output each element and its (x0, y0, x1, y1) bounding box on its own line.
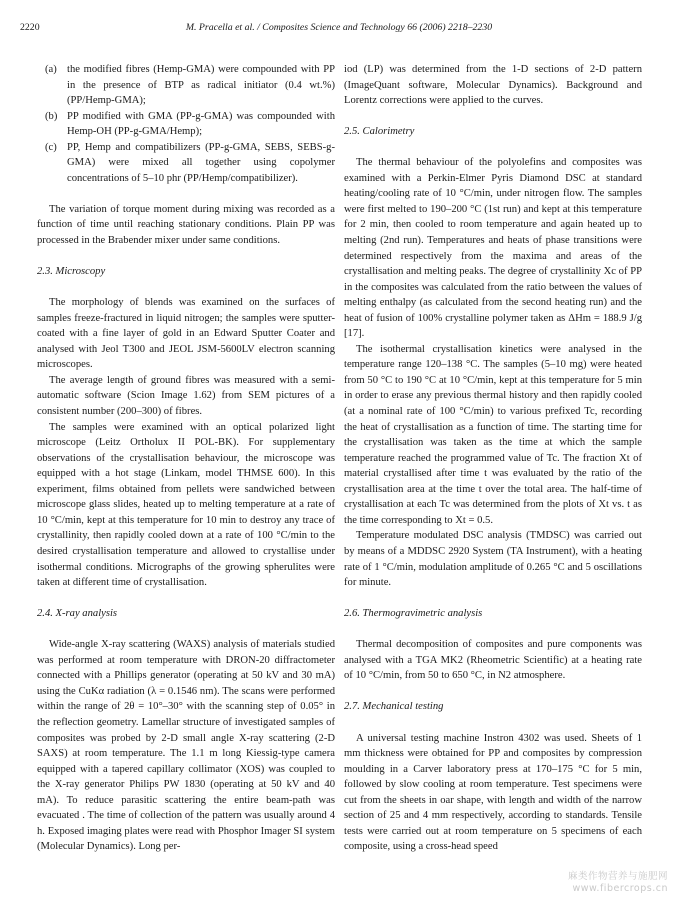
watermark-line-1: 麻类作物营养与施肥网 (567, 871, 668, 882)
list-item (37, 62, 335, 109)
paragraph-torque: The variation of torque moment during mixing was recorded as a function of time until reaching stationary conditions. Plain PP was processed in the Brabender mixer under same conditions. (37, 203, 335, 247)
section-heading-xray: 2.4. X-ray analysis (37, 608, 118, 620)
paragraph-calorimetry-1: The thermal behaviour of the polyolefins and composites was examined with a Perkin-Elmer Pyris Diamond DSC at standard heating/cooling rate of 10 °C/min, under nitrogen flow. The samples were first melted to 190–200 °C (1st run) and kept at this temperature for 2 min, then cooled to room temperature and again heated up to melting (2nd run). Temperatures and heats of phase transitions were determined respectively from the maxima and areas of the crystallisation and melting peaks. The degree of crystallinity Xc of PP in the composites was calculated from the ratio between the values of melting enthalpy (as calculated from the second heating run) and the heat of fusion of 100% crystalline polymer taken as ΔHm = 188.9 J/g [17]. (344, 157, 642, 340)
paragraph-calorimetry-3: Temperature modulated DSC analysis (TMDSC) was carried out by means of a MDDSC 2920 System (TA Instrument), with a heating rate of 1 °C/min, modulation amplitude of 0.265 °C and 5 oscillations for minute. (344, 530, 642, 589)
section-heading-microscopy: 2.3. Microscopy (37, 266, 106, 278)
right-column (344, 62, 642, 855)
paragraph-microscopy-1: The morphology of blends was examined on the surfaces of samples freeze-fractured in liquid nitrogen; the samples were sputter-coated with a fine layer of gold in an Edward Sputter Coater and analysed with Jeol T300 and JEOL JSM-5600LV electron scanning microscopes. (37, 297, 335, 371)
left-column (37, 62, 335, 855)
list-text: PP modified with GMA (PP-g-GMA) was compounded with Hemp-OH (PP-g-GMA/Hemp); (67, 110, 335, 138)
journal-citation: M. Pracella et al. / Composites Science and Technology 66 (2006) 2218–2230 (185, 22, 493, 33)
paragraph-xray: Wide-angle X-ray scattering (WAXS) analysis of materials studied was performed at room temperature with DRON-20 diffractometer connected with a Phillips generator (operating at 50 kV and 30 mA) using the CuKα radiation (λ = 0.1546 nm). The scans were performed within the range of 2θ = 10°–30° with the scanning step of 0.05° in the reflection geometry. Lamellar structure of investigated samples of composites was probed by 2-D small angle X-ray scattering (2-D SAXS) at room temperature. The 1.1 m long Kiessig-type camera equipped with a tapered capillary collimator (XOS) was coupled to the X-ray generator Philips PW 1830 (operating at 50 kV and 40 mA). To reduce parasitic scattering the entire beam-path was evacuated . The time of collection of the pattern was usually around 4 h. Exposed imaging plates were read with Phosphor Imager SI system (Molecular Dynamics). Long per- (37, 639, 335, 853)
running-header (20, 20, 658, 36)
list-label: (a) (45, 64, 57, 75)
section-heading-mechanical: 2.7. Mechanical testing (344, 701, 444, 713)
paragraph-mechanical: A universal testing machine Instron 4302 was used. Sheets of 1 mm thickness were obtained for PP and composites by compression moulding in a Carver laboratory press at 170–175 °C for 5 min, followed by slow cooling at room temperature. Test specimens were cut from the sheets in oar shape, with length and width of the narrow section of 25 and 4 mm respectively, according to standards. Tensile tests were carried out at room temperature on 5 specimens of each composite, using a cross-head speed (344, 732, 642, 853)
paragraph-continued: iod (LP) was determined from the 1-D sections of 2-D pattern (ImageQuant software, Molecular Dynamics). Background and Lorentz corrections were applied to the curves. (344, 64, 642, 107)
watermark (518, 871, 668, 901)
list-text: the modified fibres (Hemp-GMA) were compounded with PP in the presence of BTP as radical initiator (0.4 wt.%) (PP/Hemp-GMA); (67, 64, 335, 107)
list-item (37, 140, 335, 187)
section-heading-tga: 2.6. Thermogravimetric analysis (344, 608, 483, 620)
paragraph-microscopy-2: The average length of ground fibres was measured with a semi-automatic software (Scion Image 1.62) from SEM pictures of a consistent number (200–300) of fibres. (37, 374, 335, 418)
list-label: (b) (45, 110, 58, 122)
page-number: 2220 (20, 22, 40, 33)
section-heading-calorimetry: 2.5. Calorimetry (344, 126, 415, 138)
paragraph-calorimetry-2: The isothermal crystallisation kinetics were analysed in the temperature range 120–138 °C. The samples (5–10 mg) were heated from 50 °C to 190 °C at 10 °C/min, kept at this temperature for 5 min in order to erase any previous thermal history and then rapidly cooled (at a nominal rate of 100 °C/min) to various prefixed Tc, recording the heat of crystallisation as a function of time. The starting time for the crystallisation was taken as the time at which the sample temperature reached the programmed value of Tc. The fraction Xt of material crystallised after time t was evaluated by the ratio of the crystallisation area at the time t over the total area. The half-time of crystallisation at each Tc was determined from the plots of Xt vs. t as the time corresponding to Xt = 0.5. (344, 343, 642, 526)
list-label: (c) (45, 141, 57, 153)
watermark-line-2: www.fibercrops.cn (572, 883, 668, 894)
list-item (37, 109, 335, 140)
list-text: PP, Hemp and compatibilizers (PP-g-GMA, SEBS, SEBS-g-GMA) were mixed all together using copolymer concentrations of 5–10 phr (PP/Hemp/compatibilizer). (67, 141, 335, 184)
paragraph-microscopy-3: The samples were examined with an optical polarized light microscope (Leitz Ortholux II POL-BK). For supplementary observations of the crystallisation behaviour, the microscope was equipped with a hot stage (Linkam, model THMSE 600). In this experiment, films obtained from pellets were sandwiched between microscope glass slides, heated up to melting temperature at a rate of 10 °C/min, kept at this temperature for 10 min to destroy any trace of crystallinity, then rapidly cooled down at a rate of 100 °C/min to the desired crystallisation temperature and allowed to crystallise under isothermal conditions. Micrographs of the growing spherulites were taken at different time of crystallisation. (37, 421, 335, 589)
paragraph-tga: Thermal decomposition of composites and pure components was analysed with a TGA MK2 (Rheometric Scientific) at a heating rate of 10 °C/min, from 50 to 650 °C, in N2 atmosphere. (344, 639, 642, 682)
